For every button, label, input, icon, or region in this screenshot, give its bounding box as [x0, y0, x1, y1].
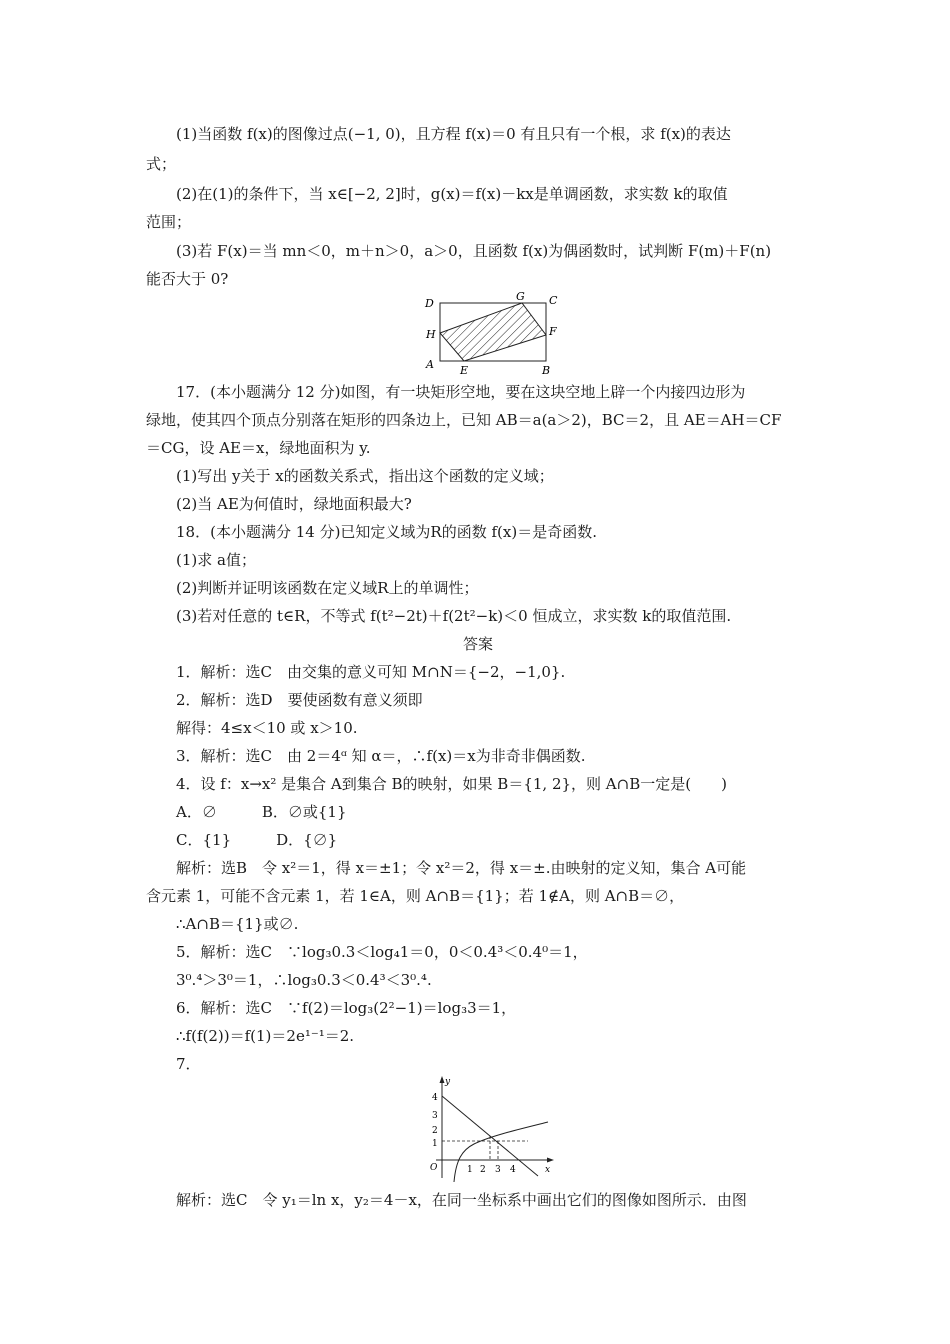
label-c: C — [549, 294, 558, 307]
answer-heading: 答案 — [462, 635, 493, 653]
x-axis-arrow — [547, 1158, 554, 1163]
label-d: D — [425, 297, 434, 310]
text-line: 式； — [146, 155, 177, 173]
text-line: 解得：4≤x＜10 或 x＞10. — [176, 719, 358, 737]
x-tick: 4 — [510, 1165, 516, 1175]
label-f: F — [549, 325, 557, 338]
y-axis-label: y — [445, 1077, 451, 1087]
text-line: 6．解析：选C ∵f(2)＝log₃(2²−1)＝log₃3＝1， — [176, 999, 517, 1017]
text-line: 4．设 f：x→x² 是集合 A到集合 B的映射，如果 B＝{1, 2}，则 A∩B一定是( ) — [176, 775, 727, 793]
origin-label: O — [430, 1163, 438, 1173]
text-line: (2)当 AE为何值时，绿地面积最大? — [176, 495, 412, 513]
y-axis-arrow — [440, 1076, 445, 1083]
text-line: (1)写出 y关于 x的函数关系式，指出这个函数的定义域； — [176, 467, 554, 485]
text-line: 7． — [176, 1055, 201, 1073]
text-line: (2)在(1)的条件下，当 x∈[−2, 2]时，g(x)＝f(x)－kx是单调函数，求实数 k的取值 — [176, 185, 728, 203]
x-axis-label: x — [545, 1165, 551, 1175]
text-line: 17．(本小题满分 12 分)如图，有一块矩形空地，要在这块空地上辟一个内接四边形为 — [176, 383, 746, 401]
text-line: (2)判断并证明该函数在定义域R上的单调性； — [176, 579, 479, 597]
rectangle-figure — [420, 290, 570, 376]
x-tick: 2 — [480, 1165, 486, 1175]
text-line: 能否大于 0? — [146, 270, 229, 288]
text-line: 2．解析：选D 要使函数有意义须即 — [176, 691, 423, 709]
text-line: (1)求 a值； — [176, 551, 256, 569]
text-line: 含元素 1，可能不含元素 1，若 1∈A，则 A∩B＝{1}；若 1∉A，则 A∩B＝∅， — [146, 887, 685, 905]
label-e: E — [460, 364, 469, 376]
text-line: ∴A∩B＝{1}或∅. — [176, 915, 299, 933]
text-line: 绿地，使其四个顶点分别落在矩形的四条边上，已知 AB＝a(a＞2)，BC＝2，且 AE＝AH＝CF — [146, 411, 782, 429]
text-line: 解析：选B 令 x²＝1，得 x＝±1；令 x²＝2，得 x＝±.由映射的定义知，集合 A可能 — [176, 859, 747, 877]
text-line: A．∅ B．∅或{1} — [176, 803, 347, 821]
x-tick: 3 — [495, 1165, 501, 1175]
y-tick: 3 — [432, 1111, 438, 1121]
y-tick: 1 — [432, 1139, 438, 1149]
text-line: C．{1} D．{∅} — [176, 831, 338, 849]
text-line: 范围； — [146, 213, 192, 231]
y-tick: 2 — [432, 1126, 438, 1136]
text-line: 5．解析：选C ∵log₃0.3＜log₄1＝0，0＜0.4³＜0.4⁰＝1， — [176, 943, 588, 961]
label-h: H — [426, 328, 436, 341]
x-tick: 1 — [467, 1165, 473, 1175]
text-line: 1．解析：选C 由交集的意义可知 M∩N＝{−2，−1,0}. — [176, 663, 566, 681]
text-line: 3⁰.⁴＞3⁰＝1，∴log₃0.3＜0.4³＜3⁰.⁴. — [176, 971, 432, 989]
y-tick: 4 — [432, 1093, 438, 1103]
text-line: 解析：选C 令 y₁＝ln x，y₂＝4－x，在同一坐标系中画出它们的图像如图所示．由图 — [176, 1191, 747, 1209]
text-line: 18．(本小题满分 14 分)已知定义域为R的函数 f(x)＝是奇函数. — [176, 523, 597, 541]
label-g: G — [516, 290, 525, 303]
function-graph — [420, 1074, 560, 1186]
text-line: (3)若对任意的 t∈R，不等式 f(t²−2t)＋f(2t²−k)＜0 恒成立，求实数 k的取值范围. — [176, 607, 732, 625]
text-line: ∴f(f(2))＝f(1)＝2e¹⁻¹＝2. — [176, 1027, 355, 1045]
text-line: 3．解析：选C 由 2＝4ᵅ 知 α＝，∴f(x)＝x为非奇非偶函数. — [176, 747, 586, 765]
label-a: A — [426, 358, 434, 371]
text-line: (1)当函数 f(x)的图像过点(−1, 0)，且方程 f(x)＝0 有且只有一个根，求 f(x)的表达 — [176, 125, 731, 143]
label-b: B — [542, 364, 551, 376]
text-line: (3)若 F(x)＝当 mn＜0，m＋n＞0，a＞0，且函数 f(x)为偶函数时，试判断 F(m)＋F(n) — [176, 242, 772, 260]
text-line: ＝CG，设 AE＝x，绿地面积为 y. — [146, 439, 371, 457]
